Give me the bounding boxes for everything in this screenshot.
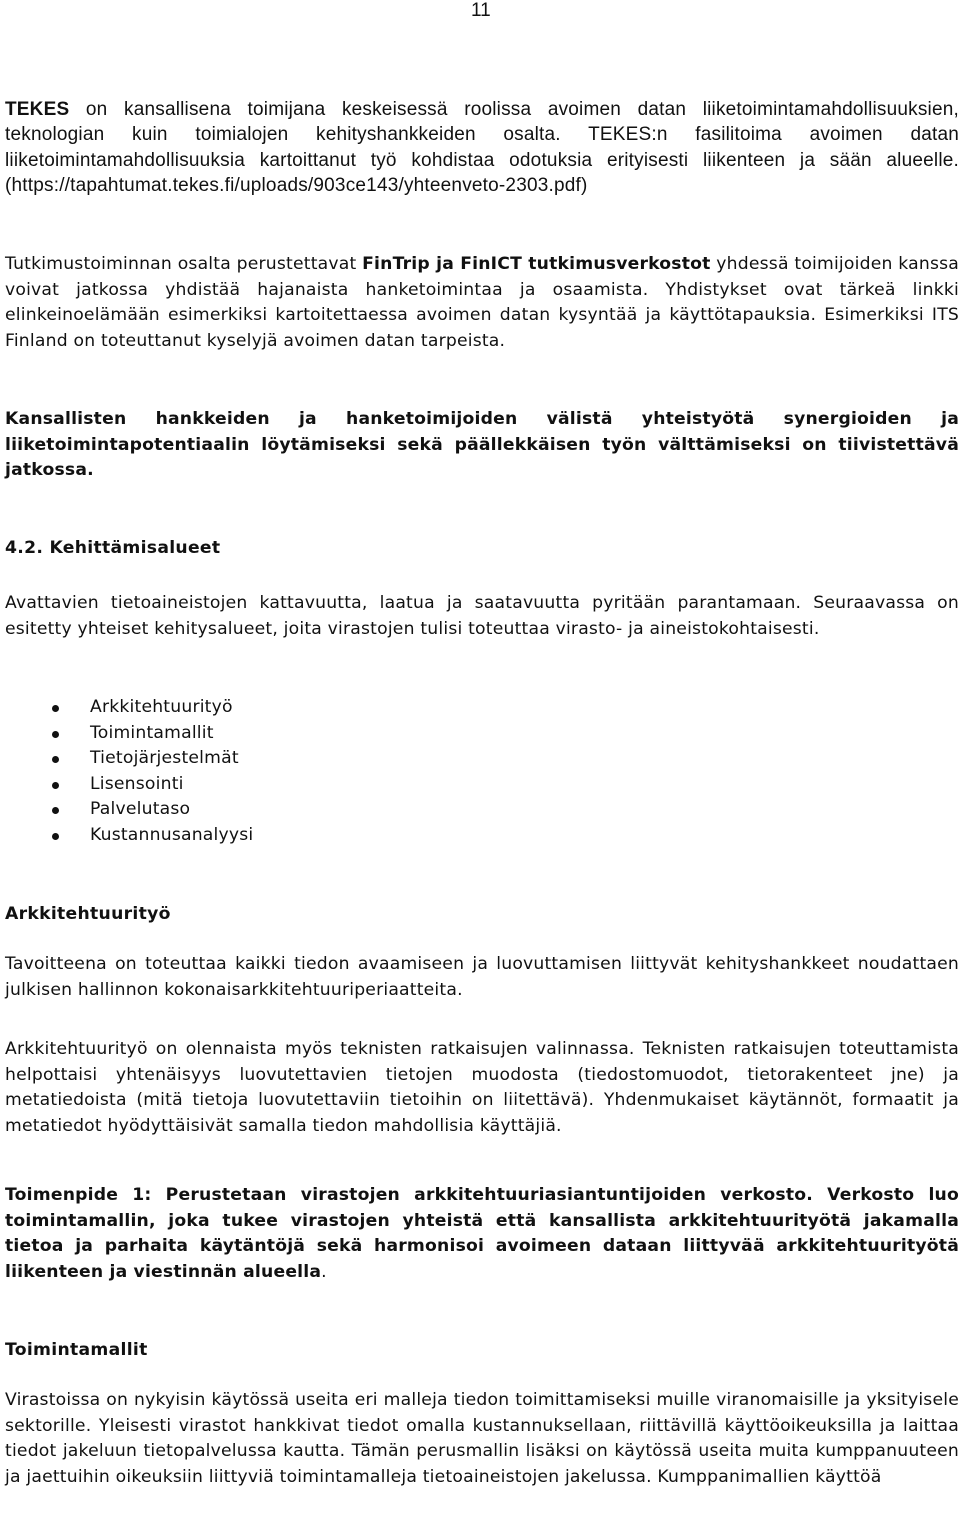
research-text-1: Tutkimustoiminnan osalta perustettavat — [5, 254, 363, 274]
architecture-technical: Arkkitehtuurityö on olennaista myös teknisten ratkaisujen valinnassa. Teknisten ratkaisujen toteuttamista helpottaisi yhtenäisyys luovutettavien tietojen muodosta (tiedostomuodot, tietorakenteet jne) ja metatiedoista (mitä tietoja luovutettaviin tietoihin on liitettävä). Yhdenmukaiset käytännöt, formaatit ja metatiedot hyödyttäisivät samalla tiedon mahdollisia käyttäjiä. — [5, 1039, 959, 1136]
architecture-title: Arkkitehtuurityö — [5, 904, 171, 924]
list-item: Palvelutaso — [5, 797, 253, 823]
list-item: Kustannusanalyysi — [5, 823, 253, 849]
list-item: Toimintamallit — [5, 721, 253, 747]
bullet-icon — [52, 807, 59, 814]
action-1-text: Toimenpide 1: Perustetaan virastojen arkkitehtuuriasiantuntijoiden verkosto. Verkosto luo toimintamallin, joka tukee virastojen yhteistä että kansallista arkkitehtuurityötä jakamalla tietoa ja parhaita käytäntöjä sekä harmonisoi avoimeen dataan liittyvää arkkitehtuurityötä liikenteen ja viestinnän alueella — [5, 1185, 959, 1282]
operating-models-text: Virastoissa on nykyisin käytössä useita eri malleja tiedon toimittamiseksi muille viranomaisille ja yksityisele sektorille. Yleisesti virastot hankkivat tiedot omalla kustannuksellaan, riittävillä käyttöoikeuksilla ja laittaa tiedot jakeluun tietopalvelussa kautta. Tämän perusmallin lisäksi on käytössä useita muita kumppanuuteen ja jaettuihin oikeuksiin liittyviä toimintamalleja tietoaineistojen jakelussa. Kumppanimallien käyttöä — [5, 1390, 959, 1487]
research-paragraph — [5, 252, 959, 354]
list-item: Lisensointi — [5, 772, 253, 798]
bullet-icon — [52, 756, 59, 763]
operating-models-title: Toimintamallit — [5, 1340, 148, 1360]
bullet-icon — [52, 833, 59, 840]
list-item: Arkkitehtuurityö — [5, 695, 253, 721]
bullet-icon — [52, 782, 59, 789]
research-networks: FinTrip ja FinICT tutkimusverkostot — [362, 254, 711, 274]
list-item: Tietojärjestelmät — [5, 746, 253, 772]
action-1: Toimenpide 1: Perustetaan virastojen arkkitehtuuriasiantuntijoiden verkosto. Verkosto luo toimintamallin, joka tukee virastojen yhteistä että kansallista arkkitehtuurityötä jakamalla tietoa ja parhaita käytäntöjä sekä harmonisoi avoimeen dataan liittyvää arkkitehtuurityötä liikenteen ja viestinnän alueella. — [5, 1185, 959, 1282]
cooperation-statement: Kansallisten hankkeiden ja hanketoimijoiden välistä yhteistyötä synergioiden ja liiketoimintapotentiaalin löytämiseksi sekä päällekkäisen työn välttämiseksi on tiivistettävä jatkossa. — [5, 409, 959, 481]
research-text-2: yhdessä toimijoiden kanssa voivat jatkossa yhdistää hajanaista hanketoimintaa ja osaamista. Yhdistykset ovat tärkeä linkki elinkeinoelämään esimerkiksi kartoitettaessa avoimen datan kysyntää ja käyttötapauksia. Esimerkiksi ITS Finland on toteuttanut kyselyjä avoimen datan tarpeista. — [5, 254, 959, 351]
tekes-text: on kansallisena toimijana keskeisessä roolissa avoimen datan liiketoimintamahdollisuuksien, teknologian kuin toimialojen kehityshankkeiden osalta. TEKES:n fasilitoima avoimen datan liiketoimintamahdollisuuksia kartoittanut työ kohdistaa odotuksia erityisesti liikenteen ja sään alueelle. (https://tapahtumat.tekes.fi/uploads/903ce143/yhteenveto-2303.pdf) — [5, 99, 959, 197]
bullet-icon — [52, 705, 59, 712]
page-number: 11 — [471, 0, 491, 21]
section-title: 4.2. Kehittämisalueet — [5, 538, 221, 558]
development-areas-list — [5, 695, 253, 849]
tekes-lead: TEKES — [5, 99, 70, 120]
tekes-paragraph — [5, 97, 959, 199]
section-intro: Avattavien tietoaineistojen kattavuutta, laatua ja saatavuutta pyritään parantamaan. Seuraavassa on esitetty yhteiset kehitysalueet, joita virastojen tulisi toteuttaa virasto- ja aineistokohtaisesti. — [5, 593, 959, 639]
architecture-goal: Tavoitteena on toteuttaa kaikki tiedon avaamiseen ja luovuttamisen liittyvät kehityshankkeet noudattaen julkisen hallinnon kokonaisarkkitehtuuriperiaatteita. — [5, 954, 959, 1000]
bullet-icon — [52, 731, 59, 738]
